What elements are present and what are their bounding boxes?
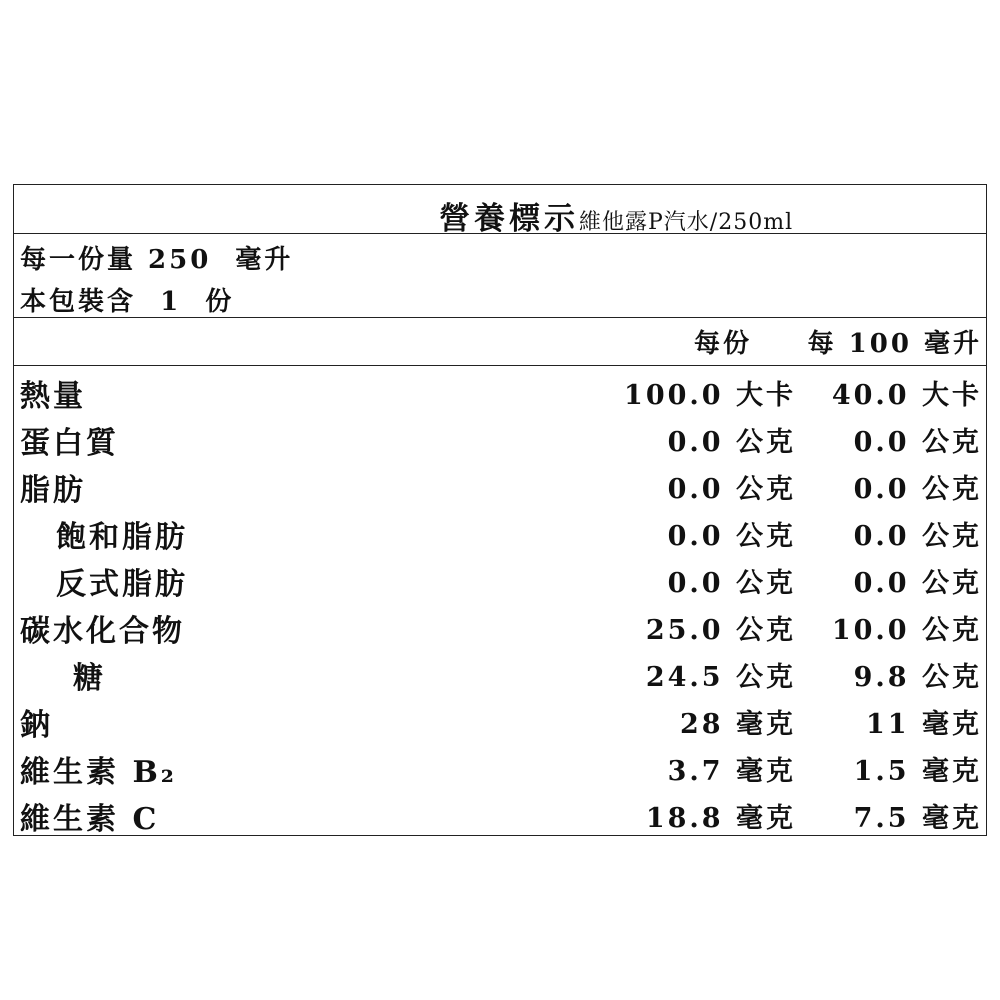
nutrient-row-fat [14,465,986,512]
divider-title [14,233,986,234]
per-100ml-value: 9.8 公克 [853,662,982,693]
per-100ml-value: 7.5 毫克 [853,803,982,834]
per-serving-value: 28 毫克 [680,709,796,740]
nutrient-row-vitamin-c [14,794,986,841]
nutrient-name: 維生素 C [20,802,160,837]
nutrient-name: 鈉 [20,708,53,743]
per-100ml-value: 0.0 公克 [853,474,982,505]
divider-serving [14,317,986,318]
column-header-per-100ml: 每 100 毫升 [807,329,982,359]
serving-size: 每一份量 250 毫升 [20,245,294,275]
nutrient-row-trans-fat [14,559,986,606]
nutrient-row-protein [14,418,986,465]
nutrient-name: 飽和脂肪 [56,520,188,555]
nutrient-name: 糖 [73,661,106,696]
per-serving-value: 0.0 公克 [667,474,796,505]
per-100ml-value: 10.0 公克 [831,615,982,646]
per-100ml-value: 0.0 公克 [853,521,982,552]
nutrient-row-vitamin-b2 [14,747,986,794]
nutrient-row-sugar [14,653,986,700]
per-serving-value: 0.0 公克 [667,521,796,552]
per-serving-value: 0.0 公克 [667,568,796,599]
divider-columns [14,365,986,366]
per-serving-value: 3.7 毫克 [667,756,796,787]
nutrition-facts-label [13,184,987,836]
title-main: 營養標示 [439,201,579,237]
nutrient-row-sodium [14,700,986,747]
nutrient-name: 維生素 B₂ [20,755,177,790]
nutrient-row-saturated-fat [14,512,986,559]
nutrient-row-carbohydrate [14,606,986,653]
per-serving-value: 18.8 毫克 [645,803,796,834]
nutrient-name: 熱量 [20,379,86,414]
per-100ml-value: 40.0 大卡 [831,380,982,411]
per-serving-value: 24.5 公克 [645,662,796,693]
per-serving-value: 100.0 大卡 [624,380,796,411]
nutrient-name: 反式脂肪 [56,567,188,602]
per-100ml-value: 11 毫克 [866,709,982,740]
product-name: 維他露P汽水/250ml [579,210,794,235]
servings-per-package: 本包裝含 1 份 [20,287,235,317]
nutrient-name: 脂肪 [20,473,86,508]
label-title [439,193,793,238]
nutrient-row-energy [14,371,986,418]
nutrient-name: 碳水化合物 [20,614,185,649]
nutrient-name: 蛋白質 [20,426,119,461]
per-serving-value: 0.0 公克 [667,427,796,458]
per-100ml-value: 0.0 公克 [853,568,982,599]
per-serving-value: 25.0 公克 [645,615,796,646]
column-header-per-serving: 每份 [693,329,752,359]
per-100ml-value: 1.5 毫克 [853,756,982,787]
per-100ml-value: 0.0 公克 [853,427,982,458]
